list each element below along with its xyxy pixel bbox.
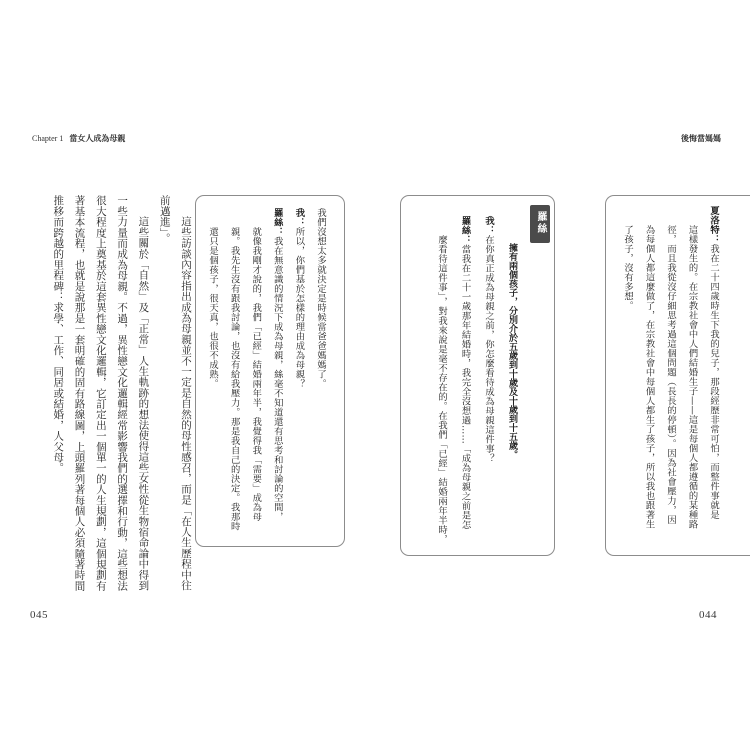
quote-text: 在你真正成為母親之前，你怎麼看待成為母親這件事？ <box>483 235 494 463</box>
quote-text: 麼看待這件事」，對我來說是毫不存在的。在我們「已經」結婚兩年半時， <box>436 235 447 544</box>
quote-text: 了孩子，沒有多想。 <box>622 225 633 311</box>
page-number-left: 045 <box>30 609 48 621</box>
interviewee-name-label: 羅絲 <box>530 205 550 243</box>
text-column <box>201 208 223 543</box>
page-number-right: 044 <box>699 609 717 621</box>
text-column <box>288 208 310 543</box>
text-column <box>309 208 331 543</box>
quote-text: 親。我先生沒有跟我討論，也沒有給我壓力。那是我自己的決定。我那時 <box>228 227 240 531</box>
speaker-label: 羅絲： <box>459 216 471 245</box>
chapter-title: 當女人成為母親 <box>69 134 126 143</box>
quote-text: 就像我剛才說的，我們「已經」結婚兩年半，我覺得我「需要」成為母 <box>250 227 262 522</box>
text-column: 著基本流程，也就是說那是一套明確的固有路線圖，上頭羅列著每個人必須隨著時間 <box>73 195 86 591</box>
text-column <box>617 206 639 546</box>
quote-text: 徑，而且我從沒仔細思考過這個問題（長長的停頓）。因為社會壓力，因 <box>665 225 676 525</box>
text-column <box>681 206 703 546</box>
text-column <box>430 216 454 551</box>
quote-text: 我在無意識的情況下成為母親，絲毫不知道還有思考和討論的空間， <box>271 236 283 522</box>
speaker-label: 羅絲： <box>271 208 283 237</box>
quote-text: 還只是個孩子，很天真，也很不成熟。 <box>207 227 219 389</box>
text-column <box>660 206 682 546</box>
text-column: 一些力量而成為母親。不過，異性戀文化邏輯經常影響我們的選擇和行動，這些想法 <box>116 195 129 591</box>
quote-text: 我們沒想太多就決定是時候當爸爸媽媽了。 <box>315 208 326 389</box>
chapter-number: Chapter 1 <box>32 134 64 143</box>
text-column: 推移而跨越的里程碑：求學、工作、同居或結婚，人父母。 <box>52 195 65 474</box>
running-header-book-title: 後悔當媽媽 <box>681 134 721 143</box>
interview-card-middle-text <box>429 216 500 551</box>
quote-text: 我在二十四歲時生下我的兒子，那段經歷非常可怕，而整件事就是 <box>708 244 719 520</box>
quote-text: 所以，你們基於怎樣的理由成為母親？ <box>293 227 305 389</box>
text-column <box>703 206 725 546</box>
text-column <box>266 208 288 543</box>
text-column <box>453 216 477 551</box>
interview-card-left-text <box>201 208 331 543</box>
speaker-label: 夏洛特： <box>708 206 719 244</box>
text-column: 前邁進」。 <box>158 195 171 244</box>
text-column <box>245 208 267 543</box>
text-column: 很大程度上奠基於這套異性戀文化邏輯，它訂定出一個單一的人生規劃，這個規劃有 <box>94 195 107 591</box>
quote-text: 為每個人都這麼做了，在宗教社會中每個人都生了孩子，所以我也跟著生 <box>643 225 655 529</box>
quote-text: 這樣發生的。在宗教社會中人們結婚生子——這是每個人都遵循的某種路 <box>686 225 698 529</box>
text-column: 這些關於「自然」及「正常」人生軌跡的想法使得這些女性從生物宿命論中得到 <box>137 216 150 591</box>
speaker-label: 我： <box>483 216 494 235</box>
text-column <box>223 208 245 543</box>
interviewee-description: 擁有兩個孩子，分別介於五歲到十歲及十歲到十五歲。 <box>507 243 517 459</box>
speaker-label: 我： <box>293 208 305 227</box>
text-column <box>638 206 660 546</box>
text-column: 這些訪談內容指出成為母親並不一定是自然的母性感召，而是「在人生歷程中往 <box>180 216 192 591</box>
left-page-body <box>46 195 196 595</box>
quote-text: 當我在二十一歲那年結婚時，我完全沒想過……「成為母親之前是怎 <box>459 244 471 530</box>
interview-card-right-text <box>616 206 724 546</box>
running-header-chapter <box>32 134 125 144</box>
text-column <box>477 216 501 551</box>
